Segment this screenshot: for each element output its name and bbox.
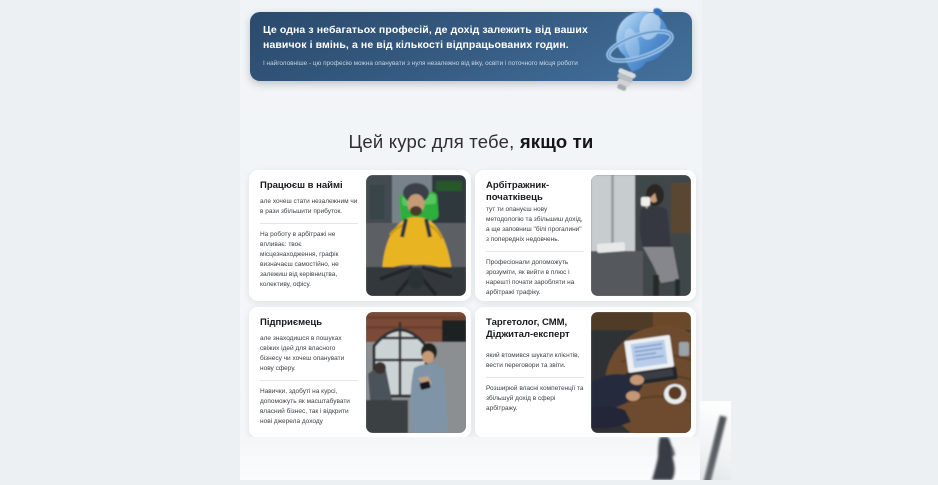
card-divider: [486, 377, 584, 378]
card-paragraph: Навички, здобуті на курсі, допоможуть як масштабувати власний бізнес, так і відкрити нові джерела доходу: [260, 387, 350, 425]
banner-subtext: І найголовніше - цю професію можна опанувати з нуля незалежно від віку, освіти і поточного місця роботи: [263, 60, 578, 68]
card-beginner-arbitrager: [475, 170, 696, 301]
section-title-bold: якщо ти: [519, 131, 594, 152]
card-digital-expert: [475, 307, 696, 438]
card-entrepreneur: [249, 307, 471, 438]
card-paragraph: але хочеш стати незалежним чи в рази збільшити прибуток.: [260, 197, 358, 215]
banner-headline: Це одна з небагатьох професій, де дохід залежить від ваших навичок і вмінь, а не від кількості відпрацьованих годин.: [263, 24, 588, 52]
coffee-man-photo: [591, 175, 691, 296]
card-employee: [249, 170, 471, 301]
card-paragraph: Розширюй власні компетенції та збільшуй дохід в сфері арбітражу.: [486, 384, 584, 412]
card-paragraph: Професіонали допоможуть зрозуміти, як вийти в плюс і нарешті почати заробляти на арбітражі трафіку.: [486, 258, 575, 297]
card-title: Підприємець: [260, 317, 323, 328]
card-divider: [260, 380, 358, 381]
corner-photo-shadow: [700, 415, 727, 480]
card-divider: [260, 223, 358, 224]
card-title: Арбітражник-початківець: [486, 180, 550, 204]
section-title-regular: Цей курс для тебе,: [348, 131, 520, 152]
card-paragraph: тут ти опануєш нову методологію та збільшиш дохід, а ще заповниш "білі прогалини" з попередніх недовчень.: [486, 205, 583, 243]
card-title: Працюєш в наймі: [260, 180, 343, 191]
next-section-peek: [240, 437, 702, 480]
card-title: Таргетолог, СММ, Діджитал-експерт: [486, 317, 570, 341]
walking-person-photo: [630, 437, 700, 480]
card-paragraph: але знаходишся в пошуках свіжих ідей для власного бізнесу чи хочеш опанувати нову сферу.: [260, 334, 345, 372]
card-paragraph: який втомився шукати клієнтів, вести переговори та звіти.: [486, 351, 580, 369]
card-paragraph: На роботу в арбітражі не впливає: твоє місцезнаходження, графік визначаєш самостійно, не залежиш від керівництва, колективу, офісу.: [260, 230, 339, 288]
courier-photo: [366, 175, 466, 296]
lightbulb-illustration-icon: [594, 0, 678, 94]
corner-photo-fragment: [700, 401, 731, 480]
audience-cards-grid: [249, 170, 696, 438]
laptop-workspace-photo: [591, 312, 691, 433]
loft-phone-man-photo: [366, 312, 466, 433]
section-title: [240, 131, 702, 153]
card-divider: [486, 251, 584, 252]
